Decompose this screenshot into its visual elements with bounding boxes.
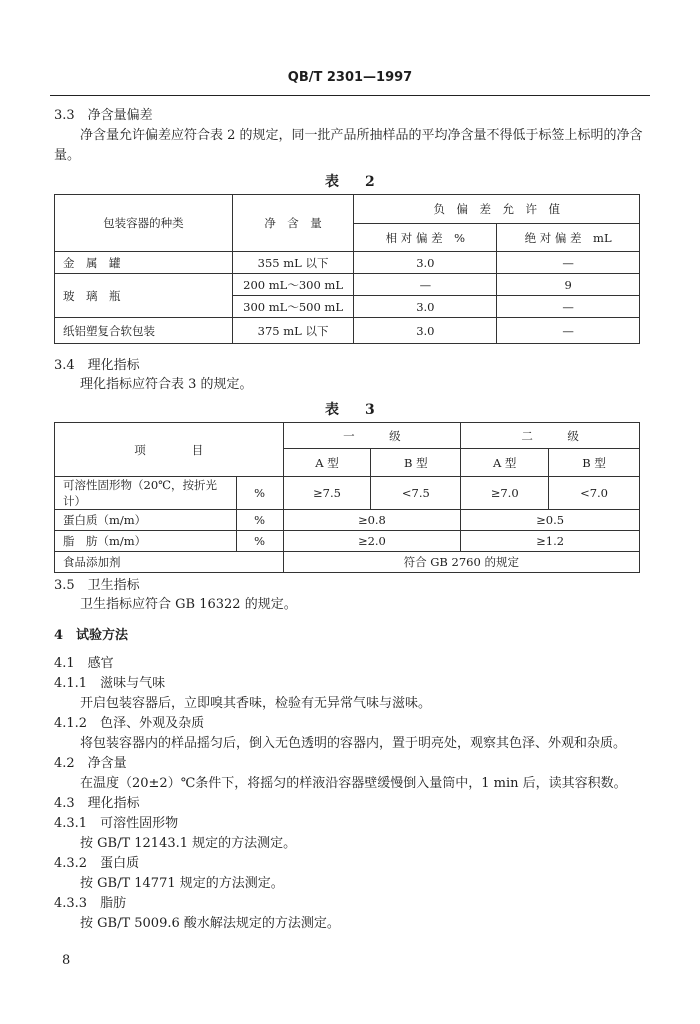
- table-2-cell: —: [497, 252, 640, 274]
- table-2-cell: 375 mL 以下: [232, 318, 354, 344]
- section-3-5-text: 卫生指标应符合 GB 16322 的规定。: [80, 597, 297, 612]
- table-2-header-net: 净 含 量: [232, 195, 354, 252]
- table-3-header-type-a: A 型: [461, 449, 549, 477]
- table-2-cell: 玻 璃 瓶: [55, 274, 233, 318]
- table-2-cell: 9: [497, 274, 640, 296]
- section-4-3-3-heading: 4.3.3 脂肪: [54, 896, 127, 911]
- table-2-header-absolute: 绝 对 偏 差 mL: [497, 224, 640, 252]
- table-2-header-type: 包装容器的种类: [55, 195, 233, 252]
- table-2-cell: —: [497, 318, 640, 344]
- section-4-3-2-text: 按 GB/T 14771 规定的方法测定。: [80, 876, 284, 891]
- table-3-header-type-a: A 型: [283, 449, 371, 477]
- table-3-header-item: 项 目: [55, 423, 284, 477]
- table-2-cell: 3.0: [354, 252, 497, 274]
- section-4-1-2-text: 将包装容器内的样品摇匀后，倒入无色透明的容器内，置于明亮处，观察其色泽、外观和杂质。: [80, 736, 627, 751]
- table-3-cell: ≥2.0: [283, 531, 461, 552]
- table-3-header-grade2: 二 级: [461, 423, 640, 449]
- table-2-cell: 3.0: [354, 296, 497, 318]
- section-3-3-text-line1: 净含量允许偏差应符合表 2 的规定，同一批产品所抽样品的平均净含量不得低于标签上标明的净含: [80, 128, 643, 143]
- table-2-cell: 200 mL～300 mL: [232, 274, 354, 296]
- table-3-cell: ≥0.8: [283, 510, 461, 531]
- page-number: 8: [62, 953, 71, 968]
- section-4-2-text: 在温度（20±2）℃条件下，将摇匀的样液沿容器壁缓慢倒入量筒中，1 min 后，读其容积数。: [80, 776, 627, 791]
- table-3-header-type-b: B 型: [549, 449, 640, 477]
- section-4-3-1-heading: 4.3.1 可溶性固形物: [54, 816, 179, 831]
- table-2-cell: 300 mL～500 mL: [232, 296, 354, 318]
- table-3-cell: 蛋白质（m/m）: [55, 510, 237, 531]
- table-3-caption: 表 3: [325, 402, 381, 418]
- table-2-cell: 纸铝塑复合软包装: [55, 318, 233, 344]
- table-3-cell: <7.0: [549, 477, 640, 510]
- table-2-cell: —: [497, 296, 640, 318]
- section-4-3-1-text: 按 GB/T 12143.1 规定的方法测定。: [80, 836, 297, 851]
- header-rule: [50, 95, 650, 96]
- table-3-cell: ≥7.5: [283, 477, 371, 510]
- section-3-4-heading: 3.4 理化指标: [54, 358, 140, 373]
- table-3-cell: %: [236, 510, 283, 531]
- section-4-3-3-text: 按 GB/T 5009.6 酸水解法规定的方法测定。: [80, 916, 340, 931]
- table-3-cell: 符合 GB 2760 的规定: [283, 552, 639, 573]
- table-3-cell: %: [236, 531, 283, 552]
- table-3: [54, 422, 640, 573]
- section-4-1-1-heading: 4.1.1 滋味与气味: [54, 676, 166, 691]
- table-2-cell: 金 属 罐: [55, 252, 233, 274]
- section-4-2-heading: 4.2 净含量: [54, 756, 127, 771]
- section-4-3-heading: 4.3 理化指标: [54, 796, 140, 811]
- page-header: QB/T 2301—1997: [287, 70, 413, 85]
- table-3-cell: ≥7.0: [461, 477, 549, 510]
- section-4-3-2-heading: 4.3.2 蛋白质: [54, 856, 140, 871]
- section-3-3-heading: 3.3 净含量偏差: [54, 108, 153, 123]
- table-3-cell: 脂 肪（m/m）: [55, 531, 237, 552]
- table-3-cell: 可溶性固形物（20℃，按折光计）: [55, 477, 237, 510]
- section-3-5-heading: 3.5 卫生指标: [54, 578, 140, 593]
- section-4-1-heading: 4.1 感官: [54, 656, 114, 671]
- table-2-caption: 表 2: [325, 174, 381, 190]
- table-3-cell: ≥0.5: [461, 510, 640, 531]
- table-2-cell: 3.0: [354, 318, 497, 344]
- table-3-header-grade1: 一 级: [283, 423, 461, 449]
- section-3-3-text-line2: 量。: [54, 148, 81, 163]
- table-3-cell: <7.5: [371, 477, 461, 510]
- table-2: [54, 194, 640, 344]
- table-3-cell: ≥1.2: [461, 531, 640, 552]
- section-3-4-text: 理化指标应符合表 3 的规定。: [80, 377, 253, 392]
- table-3-cell: %: [236, 477, 283, 510]
- table-2-cell: —: [354, 274, 497, 296]
- table-2-cell: 355 mL 以下: [232, 252, 354, 274]
- section-4-1-2-heading: 4.1.2 色泽、外观及杂质: [54, 716, 205, 731]
- section-4-1-1-text: 开启包装容器后，立即嗅其香味，检验有无异常气味与滋味。: [80, 696, 432, 711]
- table-3-header-type-b: B 型: [371, 449, 461, 477]
- table-3-cell: 食品添加剂: [55, 552, 284, 573]
- section-4-heading: 4 试验方法: [54, 628, 129, 643]
- table-2-header-relative: 相 对 偏 差 %: [354, 224, 497, 252]
- table-2-header-allowance: 负 偏 差 允 许 值: [354, 195, 640, 224]
